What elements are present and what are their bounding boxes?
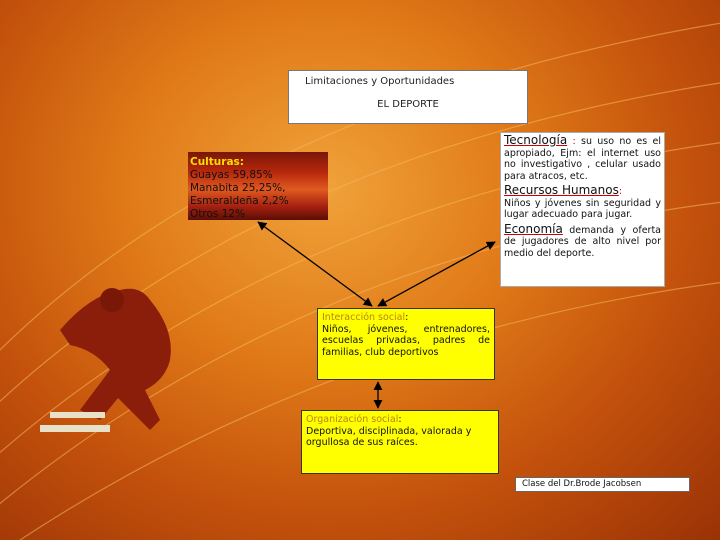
interaccion-colon: : [405,312,409,323]
organizacion-box [301,410,499,474]
interaccion-text: Niños, jóvenes, entrenadores, escuelas privadas, padres de familias, club deportivos [322,323,490,358]
title-box [288,70,528,124]
aspectos-box [500,132,665,287]
interaccion-heading: Interacción social [322,312,406,323]
economia-label: Economía [504,221,563,236]
tecnologia-label: Tecnología [504,133,568,147]
culturas-item: Manabita 25,25%, [190,182,286,194]
tecnologia-colon: : [567,136,576,147]
credit-text: Clase del Dr.Brode Jacobsen [522,479,642,489]
organizacion-heading: Organización social [306,414,399,425]
title-line1: Limitaciones y Oportunidades [305,76,455,87]
recursos-colon: : [618,186,623,197]
tecnologia-text: su uso no es el apropiado, Ejm: el internet uso no investigativo , celular usado para atracos, etc. [504,136,661,182]
recursos-paragraph [504,185,661,221]
culturas-item: Otros 12% [190,208,246,220]
recursos-label: Recursos Humanos [504,183,619,197]
culturas-item: Esmeraldeña 2,2% [190,195,289,207]
organizacion-text: Deportiva, disciplinada, valorada y orgullosa de sus raíces. [306,425,472,448]
economia-text: demanda y oferta de jugadores de alto nivel por medio del deporte. [504,224,661,259]
sprinter-figure [40,288,171,432]
culturas-item: Guayas 59,85% [190,169,273,181]
title-line2: EL DEPORTE [377,99,439,110]
recursos-text: Niños y jóvenes sin seguridad y lugar adecuado para jugar. [504,197,661,220]
culturas-box [188,152,328,220]
tecnologia-paragraph [504,135,661,182]
organizacion-colon: : [398,414,402,425]
interaccion-box [317,308,495,380]
economia-paragraph [504,221,661,260]
culturas-heading: Culturas: [190,156,244,168]
credit-box [515,477,690,492]
